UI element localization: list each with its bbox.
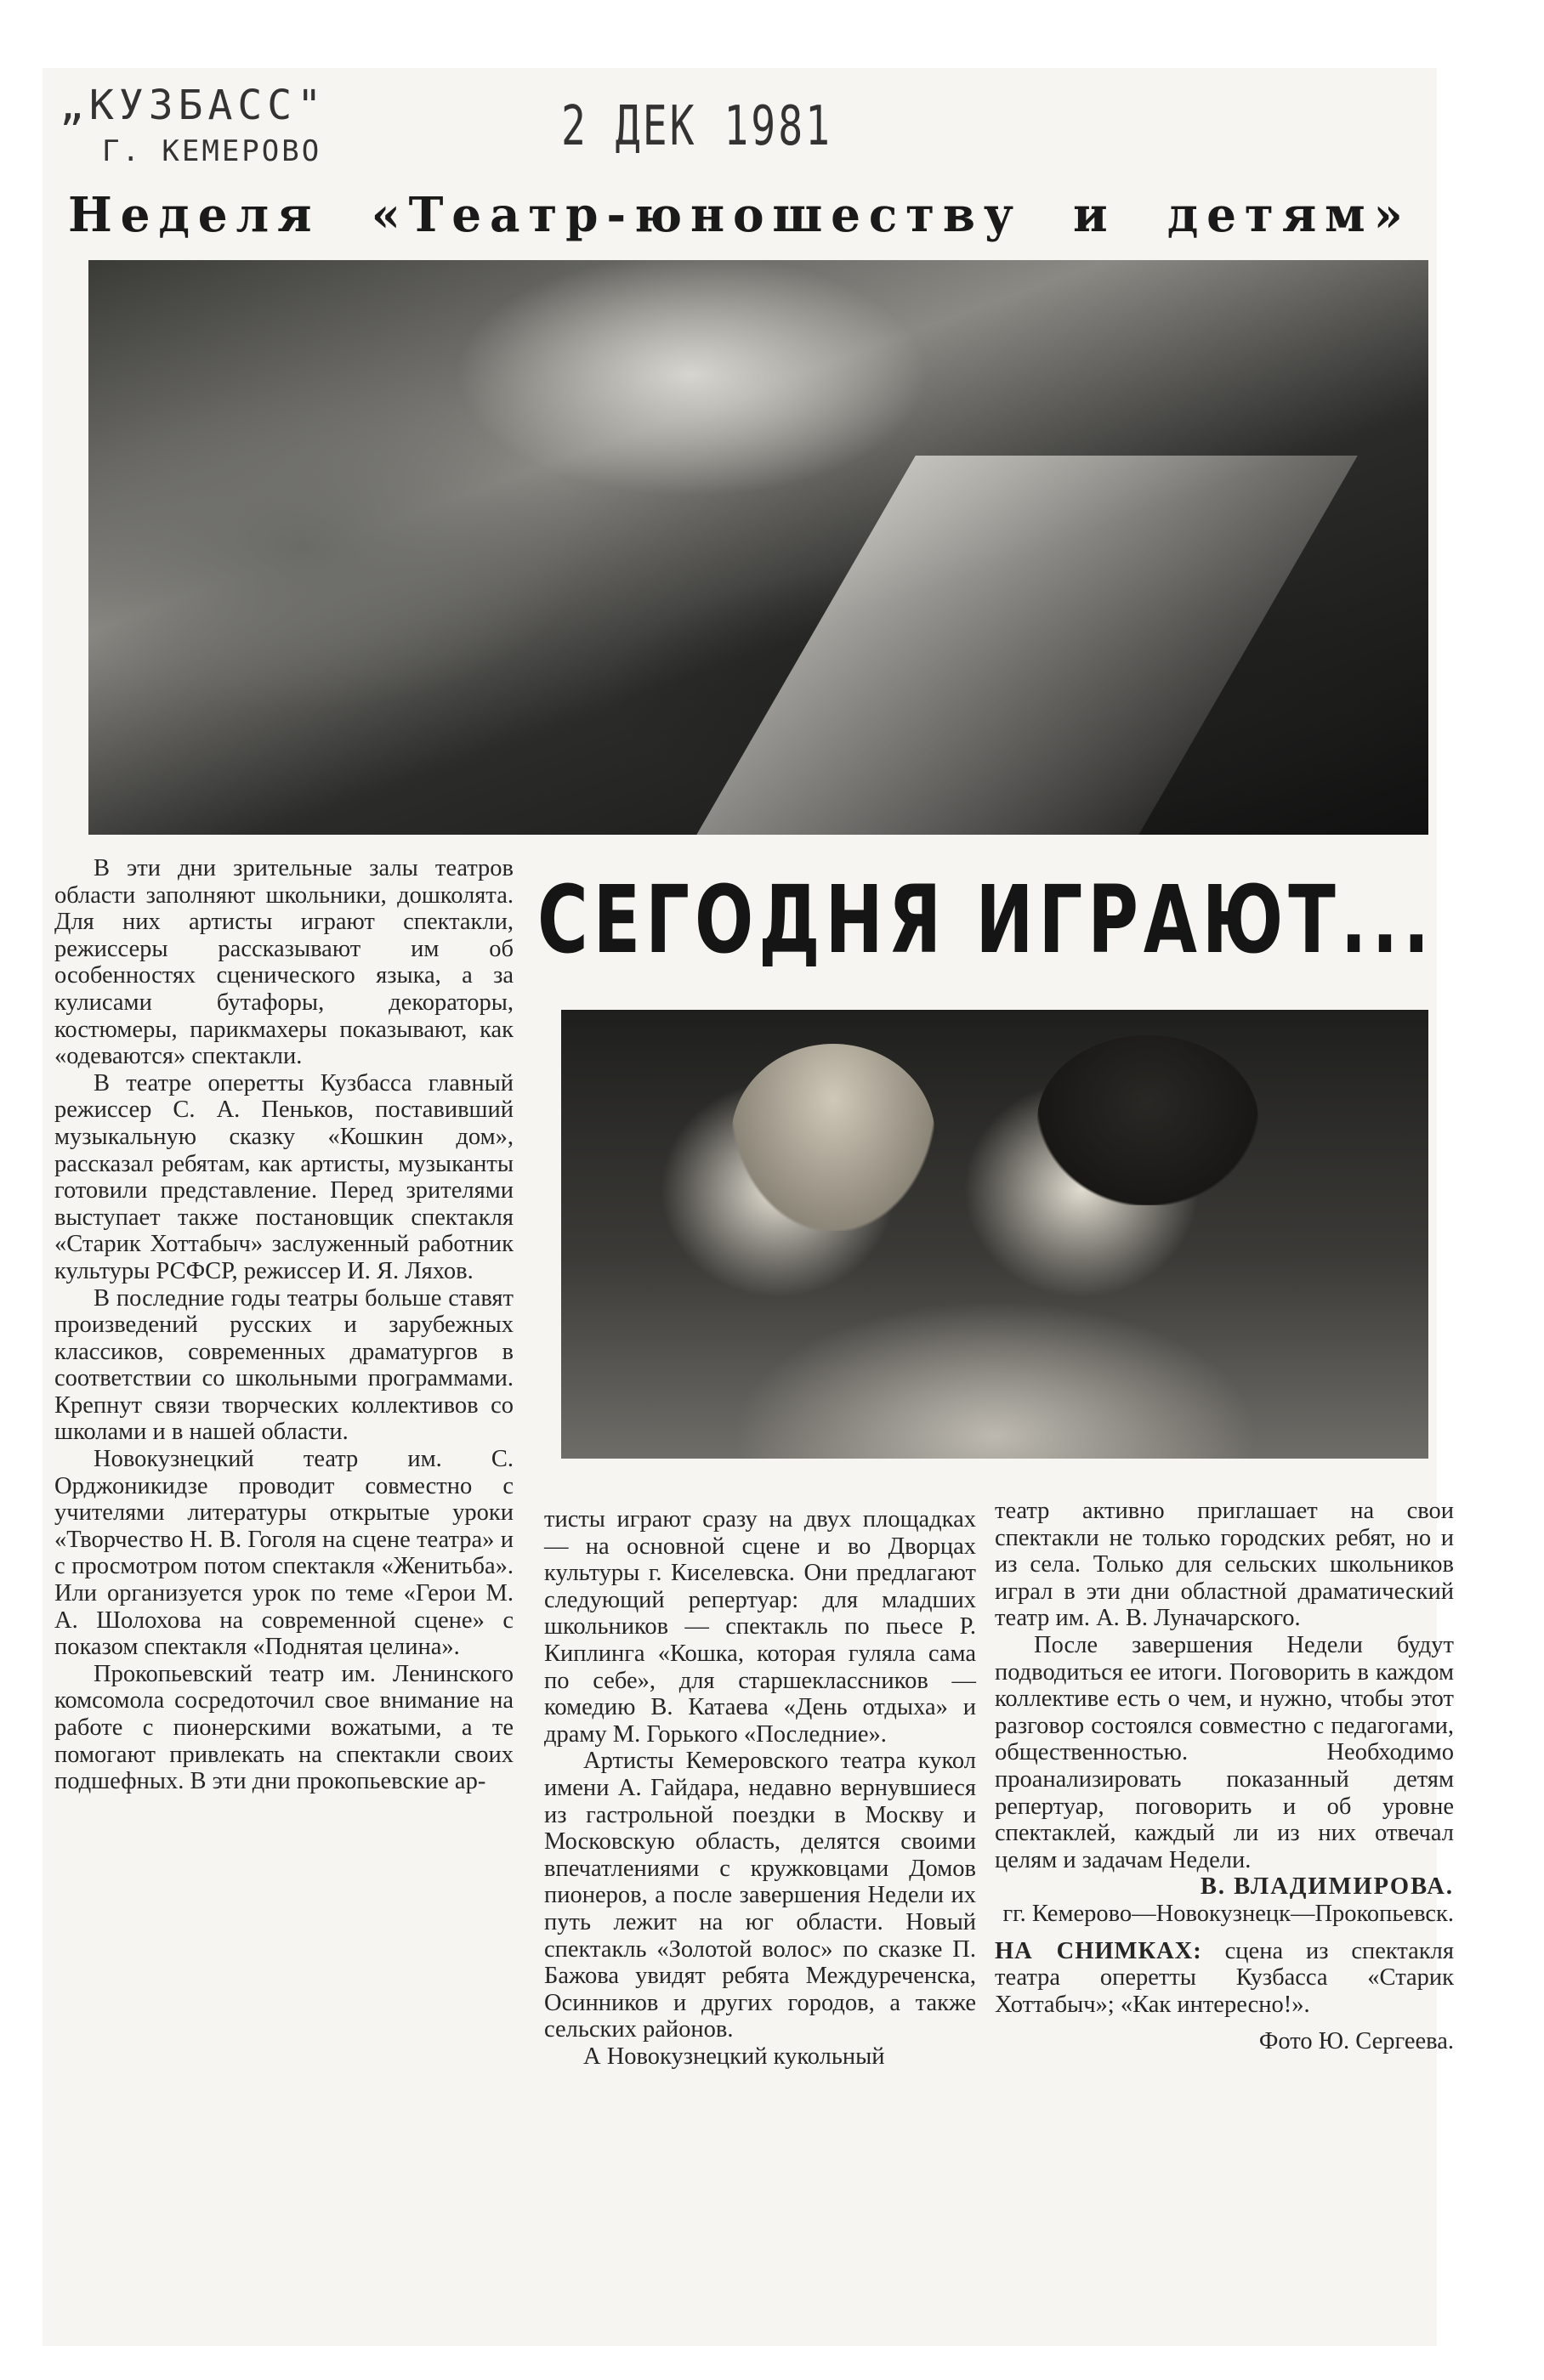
week-title: Неделя «Театр-юношеству и детям» (68, 187, 1411, 243)
caption-text: сцена из спектакля театра оперетты Кузбасса «Старик Хоттабыч»; «Как интересно!». (995, 1937, 1454, 2018)
photo-caption (995, 1938, 1454, 2019)
theatre-hall-photo (88, 260, 1428, 835)
photo-stage-light (690, 456, 1358, 835)
newspaper-name-stamp: „КУЗБАСС" (60, 82, 327, 129)
caption-label: НА СНИМКАХ: (995, 1937, 1202, 1964)
paragraph: Новокузнецкий театр им. С. Орджоникидзе проводит совместно с учителями литературы открытые уроки «Творчество Н. В. Гоголя на сцене театра» и с просмотром потом спектакля «Женитьба». Или организуется урок по теме «Герои М. А. Шолохова на современной сцене» с показом спектакля «Поднятая целина». (54, 1446, 514, 1661)
paragraph: В театре оперетты Кузбасса главный режиссер С. А. Пеньков, поставивший музыкальную сказку «Кошкин дом», рассказал ребятам, как артисты, музыканты готовили представление. Перед зрителями выступает также постановщик спектакля «Старик Хоттабыч» заслуженный работник культуры РСФСР, режиссер И. Я. Ляхов. (54, 1069, 514, 1284)
author-location: гг. Кемерово—Новокузнецк—Прокопьевск. (1002, 1900, 1454, 1927)
photo-credit: Фото Ю. Сергеева. (1258, 2028, 1454, 2055)
article-column-3 (995, 1498, 1454, 2055)
article-column-1 (54, 855, 514, 1795)
article-column-2 (544, 1506, 976, 2070)
photo-figure-boy (1037, 1035, 1258, 1205)
paragraph: тисты играют сразу на двух площадках — на основной сцене и во Дворцах культуры г. Киселевска. Они предлагают следующий репертуар: для младших школьников — спектакль по пьесе Р. Киплинга «Кошка, которая гуляла сама по себе», для старшеклассников — комедию В. Катаева «День отдыха» и драму М. Горького «Последние». (544, 1506, 976, 1748)
paragraph: В последние годы театры больше ставят произведений русских и зарубежных классиков, современных драматургов в соответствии со школьными программами. Крепнут связи творческих коллективов со школами и в нашей области. (54, 1284, 514, 1446)
city-stamp: Г. КЕМЕРОВО (102, 134, 322, 168)
paragraph: В эти дни зрительные залы театров области заполняют школьники, дошколята. Для них артисты играют спектакли, режиссеры рассказывают им об особенностях сценического языка, а за кулисами бутафоры, декораторы, костюмеры, парикмахеры показывают, как «одеваются» спектакли. (54, 855, 514, 1070)
author-signature: В. ВЛАДИМИРОВА. (1200, 1873, 1454, 1901)
paragraph: А Новокузнецкий кукольный (583, 2043, 885, 2070)
photo-figure-girl (731, 1044, 935, 1231)
children-audience-photo (561, 1010, 1428, 1459)
paragraph: театр активно приглашает на свои спектакли не только городских ребят, но и из села. Только для сельских школьников играл в эти дни областной драматический театр им. А. В. Луначарского. (995, 1498, 1454, 1632)
date-stamp: 2 ДЕК 1981 (561, 95, 832, 158)
paragraph: Прокопьевский театр им. Ленинского комсомола сосредоточил свое внимание на работе с пионерскими вожатыми, а те помогают привлекать на спектакли своих подшефных. В эти дни прокопьевские ар- (54, 1660, 514, 1795)
paragraph: Артисты Кемеровского театра кукол имени А. Гайдара, недавно вернувшиеся из гастрольной поездки в Москву и Московскую область, делятся своими впечатлениями с кружковцами Домов пионеров, а после завершения Недели их путь лежит на юг области. Новый спектакль «Золотой волос» по сказке П. Бажова увидят ребята Междуреченска, Осинников и других городов, а также сельских районов. (544, 1748, 976, 2043)
paragraph: После завершения Недели будут подводиться ее итоги. Поговорить в каждом коллективе есть о чем, и нужно, чтобы этот разговор состоялся совместно с педагогами, общественностью. Необходимо проанализировать показанный детям репертуар, поговорить и об уровне спектаклей, каждый ли из них отвечал целям и задачам Недели. (995, 1631, 1454, 1873)
article-headline: СЕГОДНЯ ИГРАЮТ... (537, 865, 1435, 974)
